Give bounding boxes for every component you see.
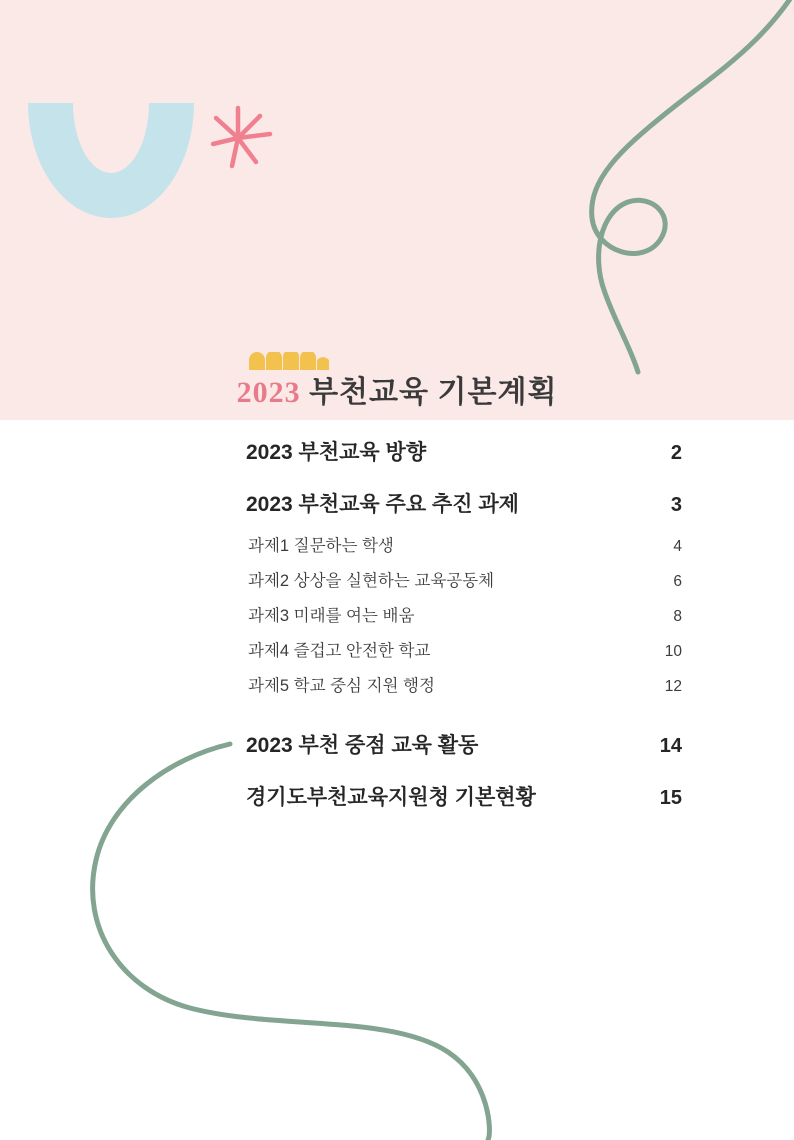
toc-entry-label: 과제3 미래를 여는 배움 [248,607,415,625]
crown-icon [249,352,329,370]
title-block [0,352,794,411]
toc-spacer [246,480,682,488]
toc-entry-direction[interactable] [246,436,682,466]
toc-entry-label: 과제2 상상을 실현하는 교육공동체 [248,572,495,590]
toc-entry-label: 2023 부천 중점 교육 활동 [246,734,479,757]
page-title [0,375,794,411]
toc-entry-page: 14 [659,735,682,757]
toc-entry-label: 과제5 학교 중심 지원 행정 [248,677,435,695]
toc-entry-page: 10 [664,643,682,660]
toc-spacer [246,707,682,729]
toc-entry-page: 6 [673,573,682,590]
toc-entry-task-5[interactable] [246,672,682,696]
toc-entry-page: 4 [673,538,682,555]
toc-entry-label: 과제4 즐겁고 안전한 학교 [248,642,431,660]
starburst-icon [208,104,274,170]
green-swirl-top-decoration [470,0,794,380]
page-title-year: 2023 [236,376,301,409]
toc-entry-task-4[interactable] [246,637,682,661]
toc-entry-task-1[interactable] [246,532,682,556]
toc-entry-page: 2 [670,442,682,464]
toc-entry-main-tasks[interactable] [246,488,682,518]
toc-entry-page: 15 [659,787,682,809]
toc-entry-task-3[interactable] [246,602,682,626]
toc-entry-page: 8 [673,608,682,625]
toc-entry-label: 경기도부천교육지원청 기본현황 [246,786,536,809]
page-title-main: 부천교육 기본계획 [309,376,558,409]
green-swirl-bottom-decoration [60,740,560,1140]
toc-entry-page: 3 [670,494,682,516]
toc-entry-page: 12 [664,678,682,695]
toc-entry-task-2[interactable] [246,567,682,591]
toc-entry-label: 2023 부천교육 방향 [246,441,427,464]
toc-entry-label: 2023 부천교육 주요 추진 과제 [246,493,519,516]
toc-entry-label: 과제1 질문하는 학생 [248,537,394,555]
